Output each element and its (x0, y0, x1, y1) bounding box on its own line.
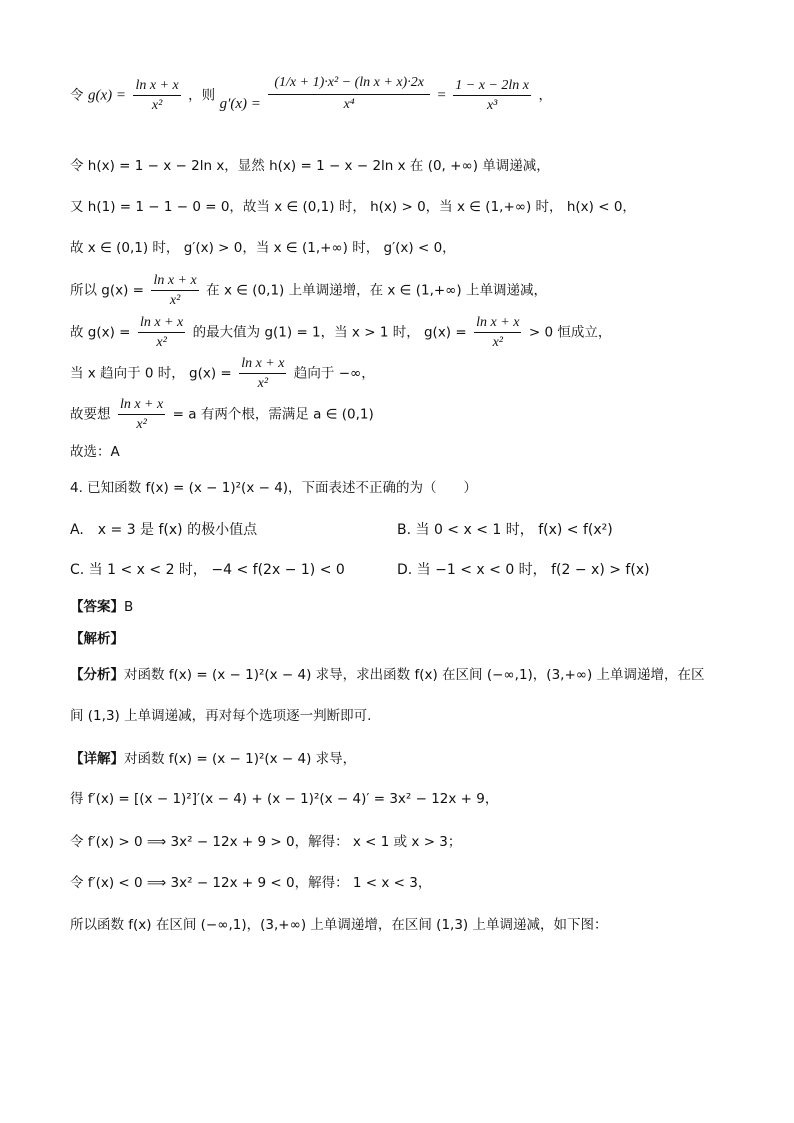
text-line-h: 令 h(x) = 1 − x − 2ln x，显然 h(x) = 1 − x − 2ln x 在 (0, +∞) 单调递减， (70, 158, 550, 174)
analysis-heading (70, 630, 124, 648)
g-prime-of-x: g′(x) = (219, 95, 261, 112)
text-prefix: 故 g(x) = (70, 324, 131, 341)
text-prefix: 故要想 (70, 406, 111, 423)
derivation-line-2: 令 f′(x) > 0 ⟹ 3x² − 12x + 9 > 0，解得： x < 1 或 x > 3； (70, 834, 462, 850)
text-prefix: 当 x 趋向于 0 时， g(x) = (70, 365, 232, 382)
text-line-gprime: 故 x ∈ (0,1) 时， g′(x) > 0，当 x ∈ (1,+∞) 时， g′(x) < 0， (70, 240, 456, 256)
equals-sign: = (437, 87, 446, 104)
derivation-line-1: 得 f′(x) = [(x − 1)²]′(x − 4) + (x − 1)²(x − 4)′ = 3x² − 12x + 9， (70, 791, 499, 807)
option-d: D. 当 −1 < x < 0 时， f(2 − x) > f(x) (397, 562, 650, 578)
text-line-monotonic (70, 272, 547, 309)
comma: ， (538, 87, 552, 104)
fenxi-label: 【分析】 (70, 667, 124, 683)
fraction-numerator: ln x + x (118, 396, 165, 415)
derivation-line-3: 令 f′(x) < 0 ⟹ 3x² − 12x + 9 < 0，解得： 1 < x < 3， (70, 875, 432, 891)
derivative-line (70, 76, 552, 115)
fraction-numerator: 1 − x − 2ln x (453, 77, 531, 96)
fraction-numerator: ln x + x (474, 314, 521, 333)
xiangjie-label: 【详解】 (70, 751, 124, 767)
fraction-denominator: x² (492, 335, 503, 350)
fraction-g-2 (474, 314, 521, 351)
xiangjie-text: 对函数 f(x) = (x − 1)²(x − 4) 求导， (124, 751, 357, 767)
answer-label: 【答案】 (70, 599, 124, 615)
answer-choice-line: 故选：A (70, 444, 120, 460)
text-middle: 的最大值为 g(1) = 1，当 x > 1 时， g(x) = (192, 324, 467, 341)
option-b: B. 当 0 < x < 1 时， f(x) < f(x²) (397, 522, 613, 538)
derivation-line-4: 所以函数 f(x) 在区间 (−∞,1)，(3,+∞) 上单调递增，在区间 (1,3) 上单调递减，如下图： (70, 917, 608, 933)
fraction-g (118, 396, 165, 433)
fraction-numerator: ln x + x (151, 272, 198, 291)
fraction-denominator: x² (156, 335, 167, 350)
fraction-denominator: x³ (486, 98, 498, 113)
text-prefix: 所以 g(x) = (70, 282, 144, 299)
fraction-denominator: x² (136, 417, 147, 432)
answer-line (70, 598, 133, 616)
text-ling: 令 (70, 87, 84, 104)
fenxi-text: 对函数 f(x) = (x − 1)²(x − 4) 求导，求出函数 f(x) 在区间 (−∞,1)，(3,+∞) 上单调递增，在区 (124, 667, 705, 683)
analysis-label: 【解析】 (70, 631, 124, 647)
text-line-max (70, 314, 611, 351)
fraction-g (239, 355, 286, 392)
text-line-conclusion (70, 396, 374, 433)
fraction-numerator: ln x + x (133, 77, 180, 96)
fraction-g (133, 77, 180, 114)
fraction-derivative (268, 74, 430, 113)
fraction-denominator: x⁴ (343, 97, 355, 112)
text-line-h1: 又 h(1) = 1 − 1 − 0 = 0，故当 x ∈ (0,1) 时， h(x) > 0，当 x ∈ (1,+∞) 时， h(x) < 0， (70, 199, 636, 215)
option-a: A. x = 3 是 f(x) 的极小值点 (70, 522, 258, 538)
fraction-denominator: x² (151, 98, 163, 113)
fraction-numerator: ln x + x (138, 314, 185, 333)
text-ze: ，则 (188, 87, 216, 104)
question-4: 4. 已知函数 f(x) = (x − 1)²(x − 4)，下面表述不正确的为（ ） (70, 480, 478, 496)
fenxi-line-2: 间 (1,3) 上单调递减，再对每个选项逐一判断即可. (70, 708, 372, 724)
fenxi-line-1 (70, 666, 705, 684)
option-c: C. 当 1 < x < 2 时， −4 < f(2x − 1) < 0 (70, 562, 345, 578)
text-line-limit (70, 355, 375, 392)
fraction-g (138, 314, 185, 351)
text-suffix: 在 x ∈ (0,1) 上单调递增，在 x ∈ (1,+∞) 上单调递减， (206, 282, 547, 299)
g-of-x: g(x) = (87, 87, 126, 104)
answer-value: B (124, 599, 134, 615)
text-suffix: = a 有两个根，需满足 a ∈ (0,1) (172, 406, 374, 423)
text-suffix: 趋向于 −∞， (293, 365, 375, 382)
xiangjie-line (70, 750, 356, 768)
fraction-simplified (453, 77, 531, 114)
fraction-g (151, 272, 198, 309)
fraction-numerator: (1/x + 1)·x² − (ln x + x)·2x (268, 74, 430, 95)
fraction-numerator: ln x + x (239, 355, 286, 374)
fraction-denominator: x² (169, 293, 181, 308)
fraction-denominator: x² (257, 376, 269, 391)
text-suffix: > 0 恒成立， (528, 324, 612, 341)
